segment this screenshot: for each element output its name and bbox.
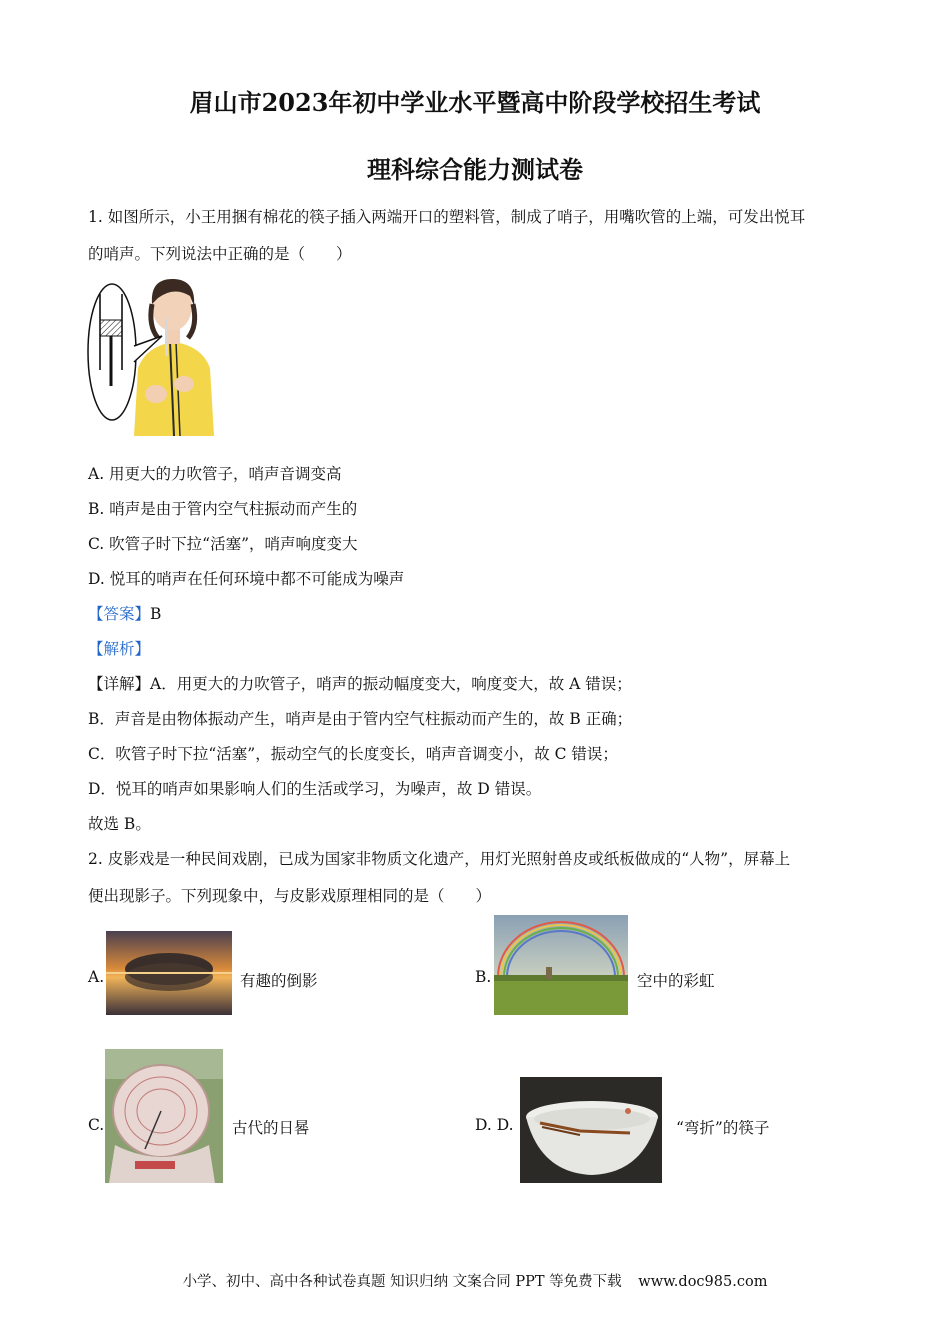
q1-stem-line1: 1. 如图所示，小王用捆有棉花的筷子插入两端开口的塑料管，制成了哨子，用嘴吹管的上端，可发出悦耳 [88, 208, 806, 226]
sundial-image [105, 1049, 223, 1183]
q1-stem-line2: 的哨声。下列说法中正确的是（ ） [88, 245, 352, 263]
bent-chopsticks-image [520, 1077, 662, 1183]
detail-line-2: B．声音是由物体振动产生，哨声是由于管内空气柱振动而产生的，故 B 正确； [88, 710, 633, 728]
q1-option-c: C. 吹管子时下拉“活塞”，哨声响度变大 [88, 535, 358, 553]
reflection-image [106, 931, 232, 1015]
q2-option-a-text: 有趣的倒影 [240, 972, 318, 990]
detail-conclusion: 故选 B。 [88, 815, 151, 833]
detail-line-1 [88, 672, 632, 694]
answer-tag: 【答案】 [88, 605, 151, 623]
exam-title: 眉山市2023年初中学业水平暨高中阶段学校招生考试 [189, 88, 761, 117]
q2-option-c-letter: C. [88, 1116, 105, 1134]
detail-tag: 【详解】 [88, 675, 151, 693]
q2-option-d-text: “弯折”的筷子 [676, 1119, 770, 1137]
q1-option-d: D. 悦耳的哨声在任何环境中都不可能成为噪声 [88, 570, 405, 588]
analysis-tag: 【解析】 [88, 640, 151, 658]
q1-answer-line [88, 602, 161, 624]
q1-option-b: B. 哨声是由于管内空气柱振动而产生的 [88, 500, 358, 518]
footer-link[interactable]: www.doc985.com [638, 1274, 768, 1290]
q2-stem-line1: 2. 皮影戏是一种民间戏剧，已成为国家非物质文化遗产，用灯光照射兽皮或纸板做成的“人物”，屏幕上 [88, 850, 791, 868]
q2-option-a-letter: A. [88, 968, 105, 986]
answer-value: B [150, 605, 162, 623]
q2-option-c-text: 古代的日晷 [232, 1119, 310, 1137]
detail-text-a: A．用更大的力吹管子，哨声的振动幅度变大，响度变大，故 A 错误； [150, 675, 632, 693]
detail-line-3: C．吹管子时下拉“活塞”，振动空气的长度变长，哨声音调变小，故 C 错误； [88, 745, 618, 763]
q2-option-b-text: 空中的彩虹 [637, 972, 715, 990]
q2-option-b-letter: B. [475, 968, 492, 986]
whistle-girl-image [86, 276, 234, 436]
q2-option-d-letter: D. D. [475, 1116, 514, 1134]
page-footer [0, 1270, 950, 1291]
detail-line-4: D．悦耳的哨声如果影响人们的生活或学习，为噪声，故 D 错误。 [88, 780, 542, 798]
rainbow-image [494, 915, 628, 1015]
exam-subtitle: 理科综合能力测试卷 [367, 155, 583, 184]
q1-option-a: A. 用更大的力吹管子，哨声音调变高 [88, 465, 342, 483]
footer-text: 小学、初中、高中各种试卷真题 知识归纳 文案合同 PPT 等免费下载 [182, 1274, 622, 1290]
q2-stem-line2: 便出现影子。下列现象中，与皮影戏原理相同的是（ ） [88, 887, 492, 905]
